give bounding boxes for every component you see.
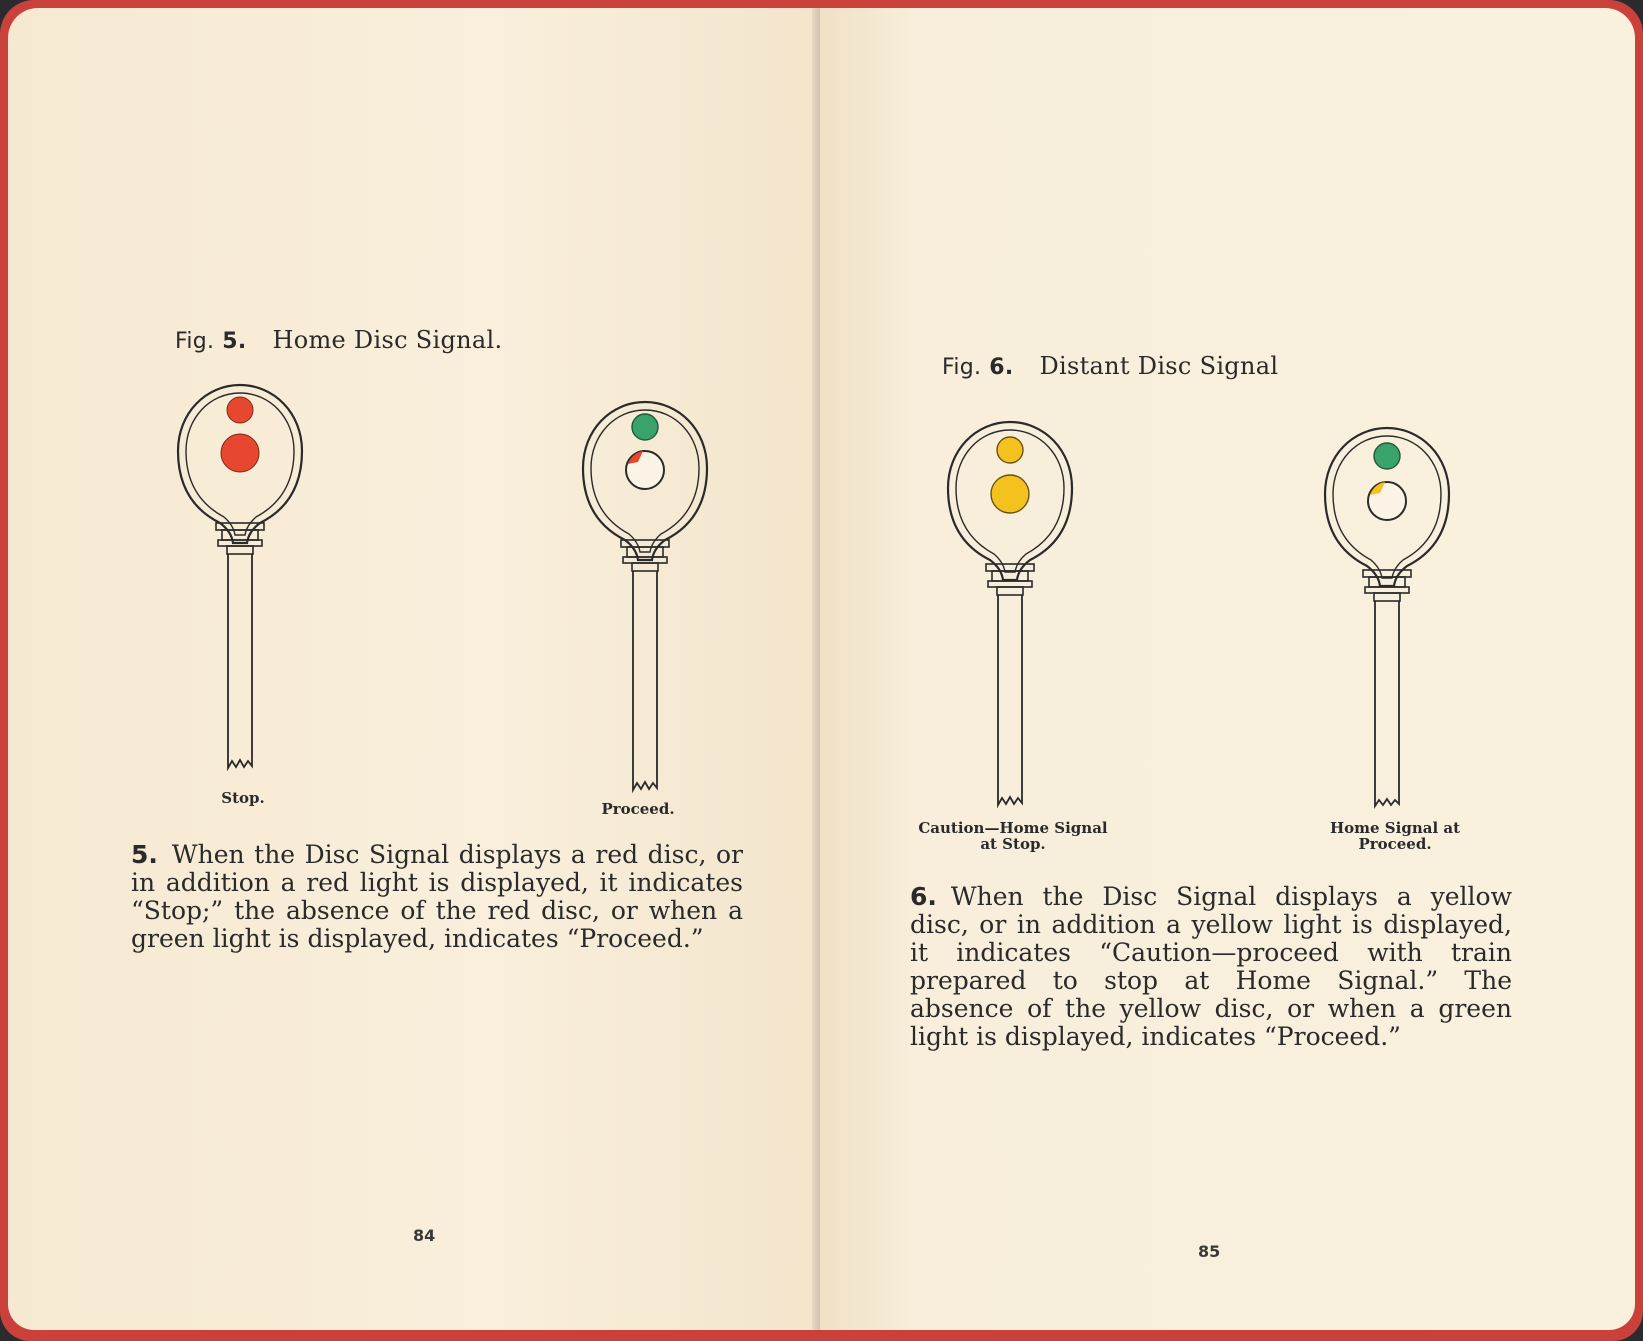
rule-number: 6. (910, 882, 937, 911)
figure-caption (175, 326, 502, 354)
signal-caption-line: Home Signal at (1329, 819, 1461, 837)
figure-number: 5. (222, 329, 247, 354)
signal-caption-line: Proceed. (1358, 835, 1432, 853)
rule-text: When the Disc Signal displays a red disc, or in addition a red light is displayed, it indicates “Stop;” the absence of the red disc, or when a green light is displayed, indicates “Proceed.” (131, 840, 743, 953)
figure-number: 6. (989, 355, 1014, 380)
left-page (8, 8, 820, 1330)
disc-signal-stop (170, 383, 310, 783)
disc-signal-home-proceed (1317, 426, 1457, 826)
signal-caption-line: Caution—Home Signal (918, 819, 1108, 837)
figure-title: Distant Disc Signal (1039, 352, 1279, 380)
figure-caption (942, 352, 1278, 380)
signal-caption-stop: Stop. (221, 789, 265, 807)
signal-caption-home-proceed (1280, 820, 1510, 852)
rule-text: When the Disc Signal displays a yellow disc, or in addition a yellow light is displayed, it indicates “Caution—proceed with train prepared to stop at Home Signal.” The absence of the yellow disc, or when a green light is displayed, indicates “Proceed.” (910, 882, 1512, 1051)
page-number: 85 (1198, 1242, 1221, 1261)
right-page (820, 8, 1635, 1330)
page-number: 84 (413, 1226, 436, 1245)
signal-caption-caution (888, 820, 1138, 852)
signal-caption-line: at Stop. (980, 835, 1046, 853)
rule-paragraph (131, 841, 743, 953)
figure-label: Fig. (942, 355, 982, 380)
signal-caption-proceed: Proceed. (601, 800, 675, 818)
figure-label: Fig. (175, 329, 215, 354)
disc-signal-proceed (575, 400, 715, 800)
rule-paragraph (910, 883, 1512, 1051)
disc-signal-caution (940, 420, 1080, 820)
rule-number: 5. (131, 840, 158, 869)
figure-title: Home Disc Signal. (272, 326, 503, 354)
